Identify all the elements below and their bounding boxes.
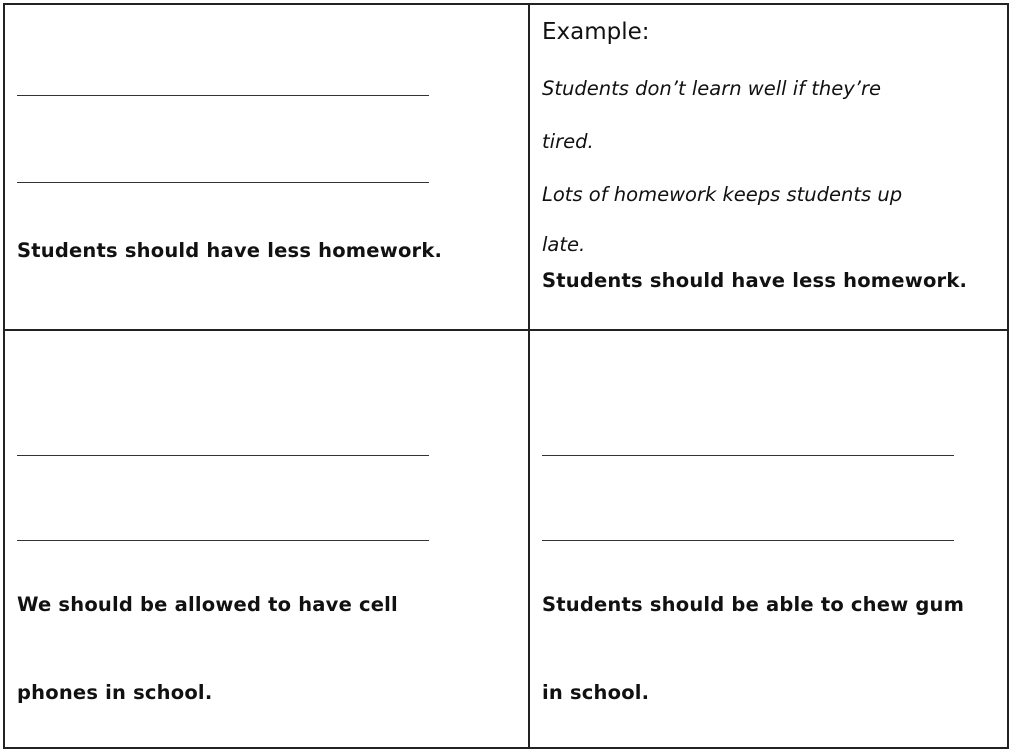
conclusion-statement-cont: in school. xyxy=(542,681,650,704)
conclusion-statement: Students should have less homework. xyxy=(17,239,443,262)
example-reason-line: late. xyxy=(542,233,586,256)
cell-top-right xyxy=(530,5,1007,331)
conclusion-statement: Students should be able to chew gum xyxy=(542,593,965,616)
cell-top-left xyxy=(5,5,530,331)
example-reason-line: tired. xyxy=(542,130,594,153)
conclusion-statement: We should be allowed to have cell xyxy=(17,593,398,616)
example-conclusion: Students should have less homework. xyxy=(542,269,968,292)
example-reason-line: Students don’t learn well if they’re xyxy=(542,77,881,100)
cell-bottom-right xyxy=(530,331,1007,747)
cell-bottom-left xyxy=(5,331,530,747)
blank-line-4 xyxy=(17,540,429,541)
example-reason-line: Lots of homework keeps students up xyxy=(542,183,903,206)
blank-line-1 xyxy=(17,95,429,96)
blank-line-5 xyxy=(542,455,954,456)
conclusion-statement-cont: phones in school. xyxy=(17,681,213,704)
example-heading: Example: xyxy=(542,19,650,45)
worksheet-table xyxy=(3,3,1009,749)
blank-line-2 xyxy=(17,182,429,183)
blank-line-3 xyxy=(17,455,429,456)
blank-line-6 xyxy=(542,540,954,541)
